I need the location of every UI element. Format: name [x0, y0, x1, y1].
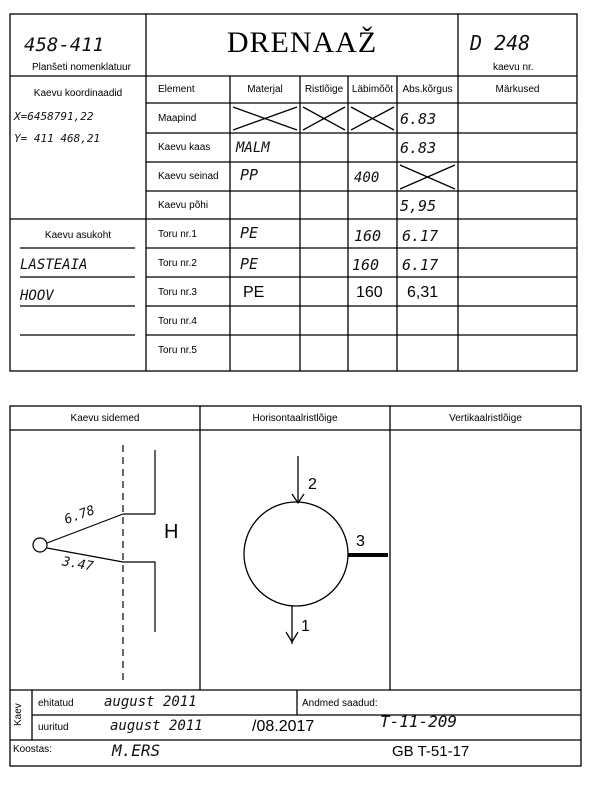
row-element-toru-4: Toru nr.4 [158, 316, 197, 327]
row-element-kaevu-pohi: Kaevu põhi [158, 200, 209, 211]
row-height-toru-1: 6.17 [402, 227, 439, 245]
row-diameter-toru-2: 160 [352, 256, 380, 274]
compiled-label: Koostas: [13, 744, 52, 755]
row-element-kaevu-kaas: Kaevu kaas [158, 142, 211, 153]
page-title: DRENAAŽ [226, 26, 378, 59]
pipe-3-label: 3 [356, 533, 365, 550]
well-number-value: D 248 [470, 31, 531, 55]
pipe-1-label: 1 [301, 618, 310, 635]
row-element-kaevu-seinad: Kaevu seinad [158, 171, 219, 182]
h-label: H [164, 521, 179, 543]
ties-title: Kaevu sidemed [70, 413, 140, 424]
horizontal-section-title: Horisontaalristlõige [252, 413, 338, 424]
row-height-kaevu-kaas: 6.83 [400, 139, 437, 157]
row-diameter-toru-1: 160 [354, 227, 382, 245]
data-received-label: Andmed saadud: [302, 698, 378, 709]
location-line-2: HOOV [20, 288, 54, 304]
row-element-toru-2: Toru nr.2 [158, 258, 197, 269]
row-material-toru-3: PE [243, 284, 265, 301]
surveyed-label: uuritud [38, 722, 69, 733]
distance-lower: 3.47 [60, 554, 95, 575]
header-element: Element [158, 84, 195, 95]
row-height-toru-2: 6.17 [402, 256, 439, 274]
row-diameter-toru-3: 160 [356, 284, 383, 301]
header-abs-height: Abs.kõrgus [402, 84, 453, 95]
header-notes: Märkused [495, 84, 540, 95]
surveyed-value: august 2011 [110, 718, 203, 734]
row-height-maapind: 6.83 [400, 110, 437, 128]
row-element-toru-1: Toru nr.1 [158, 229, 197, 240]
row-material-kaevu-kaas: MALM [236, 140, 270, 156]
location-line-1: LASTEAIA [20, 257, 88, 273]
nomenclature-value: 458-411 [24, 34, 105, 56]
pipe-2-label: 2 [308, 476, 317, 493]
row-material-toru-1: PE [240, 224, 259, 242]
header-cross-section: Ristlõige [304, 84, 344, 95]
data-received-value: T-11-209 [380, 712, 458, 731]
vertical-section-title: Vertikaalristlõige [449, 413, 522, 424]
compiled-value: M.ERS [112, 741, 161, 760]
row-material-toru-2: PE [240, 255, 259, 273]
well-number-label: kaevu nr. [493, 62, 534, 73]
row-diameter-kaevu-seinad: 400 [354, 170, 380, 186]
surveyed-date-typed: /08.2017 [252, 718, 315, 735]
row-element-toru-3: Toru nr.3 [158, 287, 197, 298]
nomenclature-label: Planšeti nomenklatuur [32, 62, 131, 73]
distance-upper: 6.78 [62, 503, 97, 528]
row-height-kaevu-pohi: 5,95 [400, 197, 437, 215]
header-diameter: Läbimõõt [351, 84, 394, 95]
built-label: ehitatud [38, 698, 74, 709]
row-height-toru-3: 6,31 [407, 284, 439, 301]
coordinate-y: Y= 411 468,21 [14, 132, 101, 145]
location-label: Kaevu asukoht [44, 230, 112, 241]
header-material: Materjal [247, 84, 283, 95]
coordinate-x: X=6458791,22 [14, 110, 94, 123]
row-element-toru-5: Toru nr.5 [158, 345, 197, 356]
document-code: GB T-51-17 [392, 743, 470, 760]
well-side-label: Kaev [13, 703, 24, 726]
coordinates-label: Kaevu koordinaadid [33, 88, 123, 99]
row-material-kaevu-seinad: PP [240, 166, 259, 184]
built-value: august 2011 [104, 694, 197, 710]
row-element-maapind: Maapind [158, 113, 197, 124]
